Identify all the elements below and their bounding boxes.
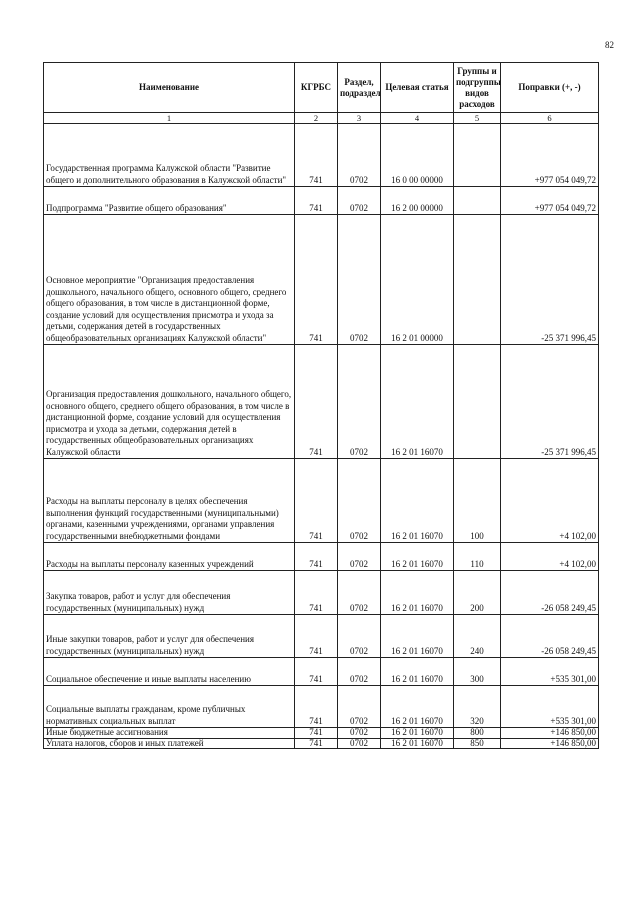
- row-section: 0702: [338, 728, 381, 739]
- row-kgrbs: 741: [295, 728, 338, 739]
- row-name: Иные закупки товаров, работ и услуг для обеспечения государственных (муниципальных) нужд: [44, 615, 295, 658]
- header-row: [44, 63, 599, 113]
- row-name: Социальные выплаты гражданам, кроме публичных нормативных социальных выплат: [44, 686, 295, 728]
- row-kgrbs: 741: [295, 187, 338, 215]
- row-kgrbs: 741: [295, 124, 338, 187]
- row-group: 850: [454, 738, 501, 749]
- row-section: 0702: [338, 124, 381, 187]
- row-amount: +4 102,00: [501, 543, 599, 571]
- table-row: [44, 187, 599, 215]
- row-target: 16 2 01 16070: [381, 543, 454, 571]
- row-section: 0702: [338, 615, 381, 658]
- row-target: 16 2 01 16070: [381, 571, 454, 615]
- row-target: 16 2 01 16070: [381, 615, 454, 658]
- row-target: 16 2 01 16070: [381, 686, 454, 728]
- row-name: Закупка товаров, работ и услуг для обеспечения государственных (муниципальных) нужд: [44, 571, 295, 615]
- row-section: 0702: [338, 187, 381, 215]
- row-target: 16 2 01 00000: [381, 215, 454, 345]
- row-group: 200: [454, 571, 501, 615]
- table-row: [44, 124, 599, 187]
- table-row: [44, 459, 599, 543]
- column-number: 2: [295, 113, 338, 124]
- row-amount: +146 850,00: [501, 738, 599, 749]
- row-target: 16 2 01 16070: [381, 728, 454, 739]
- column-number: 1: [44, 113, 295, 124]
- row-name: Уплата налогов, сборов и иных платежей: [44, 738, 295, 749]
- row-amount: -25 371 996,45: [501, 215, 599, 345]
- row-kgrbs: 741: [295, 686, 338, 728]
- row-group: [454, 187, 501, 215]
- row-section: 0702: [338, 686, 381, 728]
- page-number: 82: [605, 40, 614, 50]
- row-group: [454, 215, 501, 345]
- row-name: Организация предоставления дошкольного, начального общего, основного общего, среднего общего образования, в том числе в дистанционной форме, создание условий для осуществления присмотра и ухода за детьми, содержания детей в государственных общеобразовательных организациях Калужской области: [44, 345, 295, 459]
- header-amount: Поправки (+, -): [501, 63, 599, 113]
- row-name: Расходы на выплаты персоналу в целях обеспечения выполнения функций государственными (муниципальными) органами, казенными учреждениями, органами управления государственными внебюджетными фондами: [44, 459, 295, 543]
- row-amount: +535 301,00: [501, 658, 599, 686]
- row-section: 0702: [338, 459, 381, 543]
- table-row: [44, 543, 599, 571]
- row-group: [454, 345, 501, 459]
- row-amount: -26 058 249,45: [501, 615, 599, 658]
- row-kgrbs: 741: [295, 345, 338, 459]
- row-section: 0702: [338, 543, 381, 571]
- row-name: Основное мероприятие "Организация предоставления дошкольного, начального общего, основного общего, среднего общего образования, в том числе в дистанционной форме, создание условий для осуществления присмотра и ухода за детьми, содержания детей в государственных общеобразовательных организациях Калужской области": [44, 215, 295, 345]
- header-kgrbs: КГРБС: [295, 63, 338, 113]
- row-kgrbs: 741: [295, 543, 338, 571]
- row-name: Государственная программа Калужской области "Развитие общего и дополнительного образования в Калужской области": [44, 124, 295, 187]
- budget-amendments-table: [43, 62, 599, 749]
- column-number: 4: [381, 113, 454, 124]
- row-group: 320: [454, 686, 501, 728]
- header-name: Наименование: [44, 63, 295, 113]
- row-section: 0702: [338, 345, 381, 459]
- row-amount: +146 850,00: [501, 728, 599, 739]
- table-row: [44, 686, 599, 728]
- table-row: [44, 615, 599, 658]
- row-amount: +4 102,00: [501, 459, 599, 543]
- table-row: [44, 658, 599, 686]
- row-kgrbs: 741: [295, 658, 338, 686]
- column-number: 3: [338, 113, 381, 124]
- row-group: 300: [454, 658, 501, 686]
- row-amount: +977 054 049,72: [501, 124, 599, 187]
- row-section: 0702: [338, 738, 381, 749]
- table-row: [44, 571, 599, 615]
- row-target: 16 2 01 16070: [381, 658, 454, 686]
- row-target: 16 2 01 16070: [381, 345, 454, 459]
- row-target: 16 2 01 16070: [381, 459, 454, 543]
- row-amount: +977 054 049,72: [501, 187, 599, 215]
- row-name: Подпрограмма "Развитие общего образования": [44, 187, 295, 215]
- column-numbers-row: [44, 113, 599, 124]
- table-row: [44, 738, 599, 749]
- row-kgrbs: 741: [295, 215, 338, 345]
- header-target: Целевая статья: [381, 63, 454, 113]
- row-target: 16 2 00 00000: [381, 187, 454, 215]
- column-number: 5: [454, 113, 501, 124]
- row-amount: -25 371 996,45: [501, 345, 599, 459]
- column-number: 6: [501, 113, 599, 124]
- table-row: [44, 215, 599, 345]
- table-row: [44, 345, 599, 459]
- header-section: Раздел, подраздел: [338, 63, 381, 113]
- table-row: [44, 728, 599, 739]
- row-section: 0702: [338, 215, 381, 345]
- row-group: [454, 124, 501, 187]
- row-name: Расходы на выплаты персоналу казенных учреждений: [44, 543, 295, 571]
- row-group: 240: [454, 615, 501, 658]
- row-section: 0702: [338, 571, 381, 615]
- row-kgrbs: 741: [295, 459, 338, 543]
- row-target: 16 0 00 00000: [381, 124, 454, 187]
- row-amount: -26 058 249,45: [501, 571, 599, 615]
- header-group: Группы и подгруппы видов расходов: [454, 63, 501, 113]
- row-group: 110: [454, 543, 501, 571]
- row-group: 800: [454, 728, 501, 739]
- row-kgrbs: 741: [295, 571, 338, 615]
- row-target: 16 2 01 16070: [381, 738, 454, 749]
- row-name: Иные бюджетные ассигнования: [44, 728, 295, 739]
- row-section: 0702: [338, 658, 381, 686]
- row-group: 100: [454, 459, 501, 543]
- row-kgrbs: 741: [295, 615, 338, 658]
- row-name: Социальное обеспечение и иные выплаты населению: [44, 658, 295, 686]
- row-amount: +535 301,00: [501, 686, 599, 728]
- row-kgrbs: 741: [295, 738, 338, 749]
